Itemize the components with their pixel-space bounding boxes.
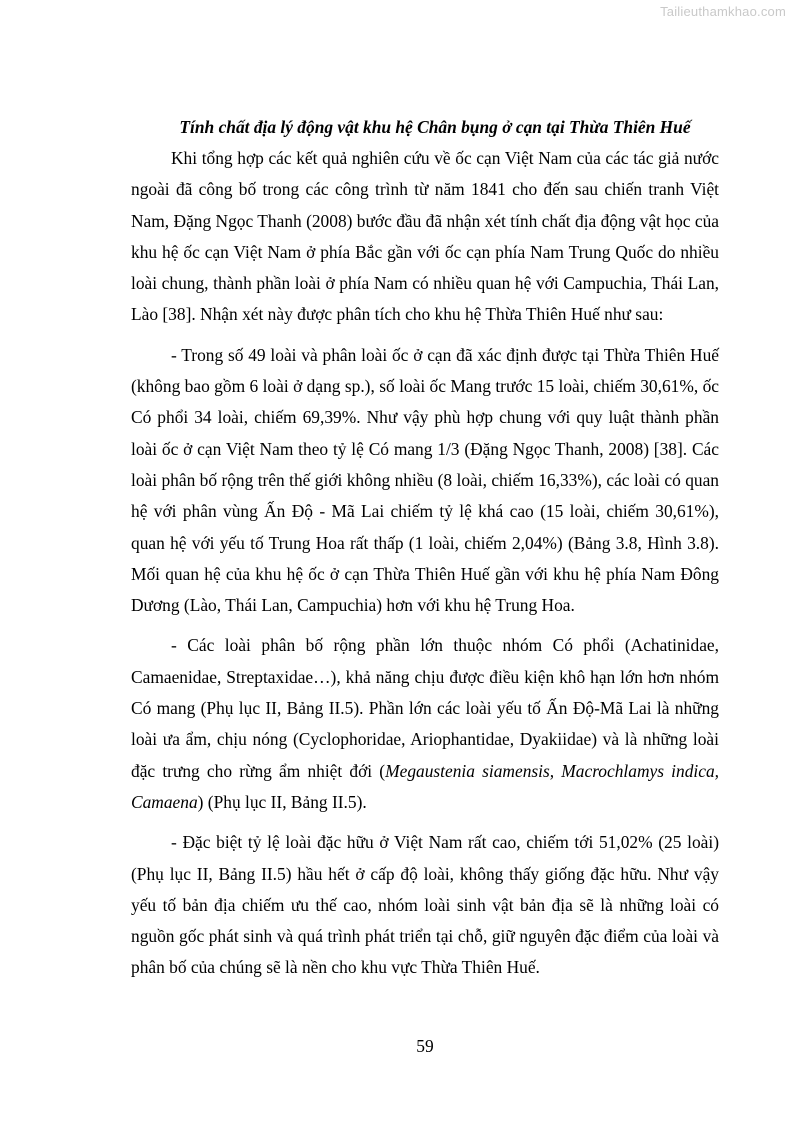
paragraph-text-start: - Các loài phân bố rộng phần lớn thuộc nhóm Có phổi (Achatinidae, Camaenidae, Streptaxidae…), khả năng chịu được điều kiện khô hạn lớn hơn nhóm Có mang (Phụ lục II, Bảng II.5). Phần lớn các loài yếu tố Ấn Độ-Mã Lai là những loài ưa ẩm, chịu nóng (Cyclophoridae, Ariophantidae, Dyakiidae) và là những loài đặc trưng cho rừng ẩm nhiệt đới ( (131, 635, 719, 781)
paragraph-text-end: ) (Phụ lục II, Bảng II.5). (197, 791, 367, 812)
page-content (131, 112, 719, 993)
paragraph-widespread-species (131, 630, 719, 818)
watermark: Tailieuthamkhao.com (660, 4, 786, 19)
paragraph-intro: Khi tổng hợp các kết quả nghiên cứu về ốc cạn Việt Nam của các tác giả nước ngoài đã công bố trong các công trình từ năm 1841 cho đến sau chiến tranh Việt Nam, Đặng Ngọc Thanh (2008) bước đầu đã nhận xét tính chất địa động vật học của khu hệ ốc cạn Việt Nam ở phía Bắc gần với ốc cạn phía Nam Trung Quốc do nhiều loài chung, thành phần loài ở phía Nam có nhiều quan hệ với Campuchia, Thái Lan, Lào [38]. Nhận xét này được phân tích cho khu hệ Thừa Thiên Huế như sau: (131, 148, 719, 325)
paragraph-species-composition: - Trong số 49 loài và phân loài ốc ở cạn đã xác định được tại Thừa Thiên Huế (không bao gồm 6 loài ở dạng sp.), số loài ốc Mang trước 15 loài, chiếm 30,61%, ốc Có phổi 34 loài, chiếm 69,39%. Như vậy phù hợp chung với quy luật thành phần loài ốc ở cạn Việt Nam theo tỷ lệ Có mang 1/3 (Đặng Ngọc Thanh, 2008) [38]. Các loài phân bố rộng trên thế giới không nhiều (8 loài, chiếm 16,33%), các loài có quan hệ với phân vùng Ấn Độ - Mã Lai chiếm tỷ lệ khá cao (15 loài, chiếm 30,61%), quan hệ với yếu tố Trung Hoa rất thấp (1 loài, chiếm 2,04%) (Bảng 3.8, Hình 3.8). Mối quan hệ của khu hệ ốc ở cạn Thừa Thiên Huế gần với khu hệ phía Nam Đông Dương (Lào, Thái Lan, Campuchia) hơn với khu hệ Trung Hoa. (131, 344, 719, 616)
page-number: 59 (416, 1036, 434, 1056)
section-title: Tính chất địa lý động vật khu hệ Chân bụng ở cạn tại Thừa Thiên Huế (179, 117, 691, 137)
paragraph-endemic-species: - Đặc biệt tỷ lệ loài đặc hữu ở Việt Nam rất cao, chiếm tới 51,02% (25 loài) (Phụ lục II, Bảng II.5) hầu hết ở cấp độ loài, không thấy giống đặc hữu. Như vậy yếu tố bản địa chiếm ưu thế cao, nhóm loài sinh vật bản địa sẽ là những loài có nguồn gốc phát sinh và quá trình phát triển tại chỗ, giữ nguyên đặc điểm của loài và phân bố của chúng sẽ là nền cho khu vực Thừa Thiên Huế. (131, 832, 719, 978)
species-names-italic: Megaustenia siamensis, Macrochlamys indica, Camaena (131, 760, 719, 812)
